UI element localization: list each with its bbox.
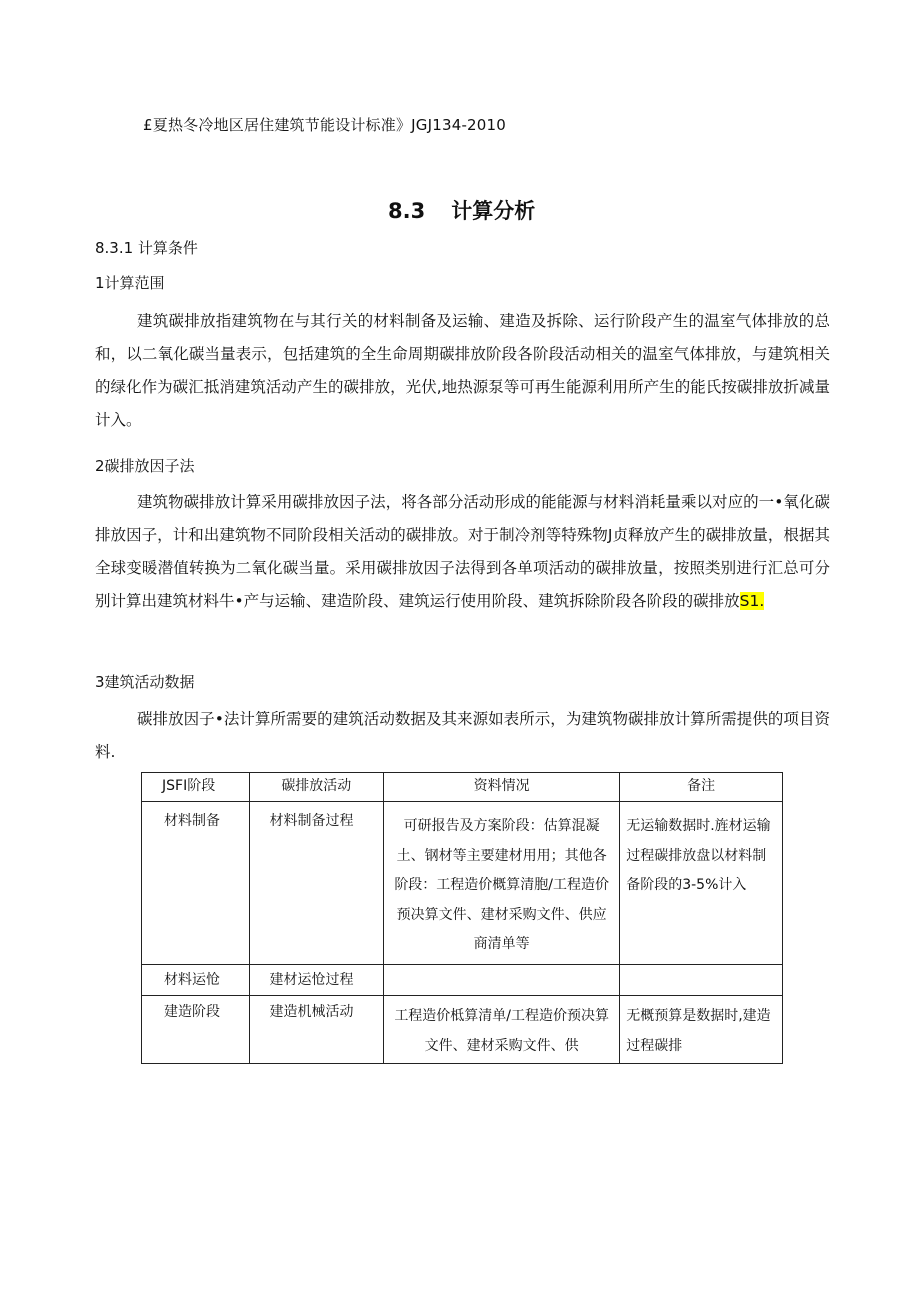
table-cell: 建造阶段: [142, 996, 250, 1064]
item-2-heading: 2碳排放因子法: [95, 457, 195, 475]
table-row: [142, 802, 783, 965]
item-3-body: [95, 703, 830, 769]
item-1-heading: 1计算范围: [95, 274, 165, 292]
table-cell: 无概预算是数据时,建造过程碳排: [620, 996, 783, 1064]
table-header-cell: 碳排放活动: [249, 773, 384, 802]
item-3-heading: 3建筑活动数据: [95, 673, 195, 691]
table-cell: [384, 965, 620, 996]
table-cell: 材料制备过程: [249, 802, 384, 965]
section-number: 8.3: [388, 199, 426, 223]
table-cell: 建造机械活动: [249, 996, 384, 1064]
table-header-cell: JSFI阶段: [142, 773, 250, 802]
table-header-cell: 资料情况: [384, 773, 620, 802]
item-1-body: [95, 305, 830, 437]
reference-standard-line: £夏热冬冷地区居住建筑节能设计标准》JGJ134-2010: [143, 116, 507, 134]
table-row: [142, 996, 783, 1064]
table-cell: 无运输数据时.旌材运输过程碳排放盘以材料制备阶段的3-5%计入: [620, 802, 783, 965]
table-cell: 建材运怆过程: [249, 965, 384, 996]
item-1-paragraph: 建筑碳排放指建筑物在与其行关的材料制备及运输、建造及拆除、运行阶段产生的温室气体排放的总和，以二氧化碳当量表示，包括建筑的全生命周期碳排放阶段各阶段活动相关的温室气体排放，与建筑相关的绿化作为碳汇抵消建筑活动产生的碳排放，光伏,地热源泵等可再生能源利用所产生的能氏按碳排放折减量计入。: [95, 312, 830, 429]
activity-data-table: [141, 772, 783, 1064]
section-heading: [388, 195, 535, 225]
item-2-body: [95, 486, 830, 618]
item-2-paragraph: [95, 486, 830, 618]
table-cell: 材料制备: [142, 802, 250, 965]
table-cell: 材料运怆: [142, 965, 250, 996]
table-cell: [620, 965, 783, 996]
table-cell: 工程造价柢算清单/工程造价预决算文件、建材采购文件、供: [384, 996, 620, 1064]
section-title: 计算分析: [451, 199, 536, 223]
item-2-paragraph-text: 建筑物碳排放计算采用碳排放因子法，将各部分活动形成的能能源与材料消耗量乘以对应的一•氧化碳排放因子，计和出建筑物不同阶段相关活动的碳排放。对于制冷剂等特殊物J贞释放产生的碳排放量，根据其全球变暖潜值转换为二氧化碳当量。采用碳排放因子法得到各单项活动的碳排放量，按照类别进行汇总可分别计算出建筑材料牛•产与运输、建造阶段、建筑运行使用阶段、建筑拆除阶段各阶段的碳排放: [95, 493, 830, 610]
table-header-cell: 备注: [620, 773, 783, 802]
table-row: [142, 965, 783, 996]
highlighted-text: S1.: [739, 592, 765, 610]
table-cell: 可研报告及方案阶段：估算混凝土、钢材等主要建材用用；其他各阶段：工程造价概算清胞/工程造价预决算文件、建材采购文件、供应商清单等: [384, 802, 620, 965]
subsection-title: 8.3.1 计算条件: [95, 239, 198, 257]
item-3-paragraph: 碳排放因子•法计算所需要的建筑活动数据及其来源如表所示，为建筑物碳排放计算所需提供的项目资料.: [95, 710, 830, 761]
table-header-row: [142, 773, 783, 802]
